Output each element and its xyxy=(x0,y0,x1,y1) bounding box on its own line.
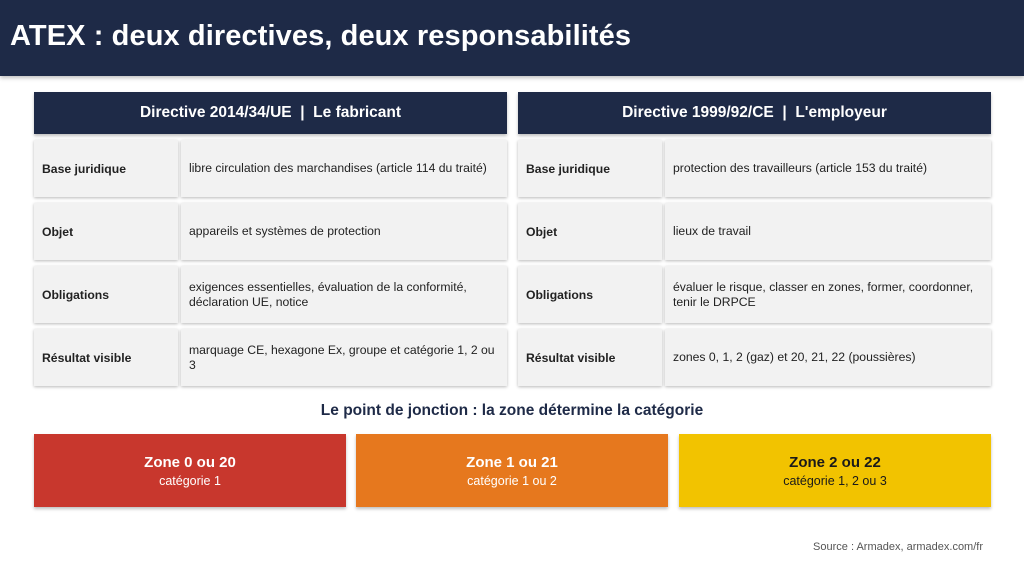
row-value: protection des travailleurs (article 153 du traité) xyxy=(665,140,991,197)
row-label: Résultat visible xyxy=(518,329,662,386)
zone-title: Zone 0 ou 20 xyxy=(144,453,236,471)
row-value: évaluer le risque, classer en zones, former, coordonner, tenir le DRPCE xyxy=(665,266,991,323)
zone-card-0-20 xyxy=(34,434,346,507)
zone-category: catégorie 1 ou 2 xyxy=(467,473,557,488)
row-value: libre circulation des marchandises (article 114 du traité) xyxy=(181,140,507,197)
row-label: Objet xyxy=(34,203,178,260)
row-label: Obligations xyxy=(518,266,662,323)
junction-heading: Le point de jonction : la zone détermine la catégorie xyxy=(320,402,704,419)
source-credit: Source : Armadex, armadex.com/fr xyxy=(813,541,983,553)
zone-title: Zone 2 ou 22 xyxy=(789,453,881,471)
directive-card-employer xyxy=(518,92,991,134)
row-value: lieux de travail xyxy=(665,203,991,260)
table-row xyxy=(34,203,507,260)
table-row xyxy=(518,266,991,323)
row-value: zones 0, 1, 2 (gaz) et 20, 21, 22 (poussières) xyxy=(665,329,991,386)
row-label: Obligations xyxy=(34,266,178,323)
header-banner xyxy=(0,0,1024,76)
zone-title: Zone 1 ou 21 xyxy=(466,453,558,471)
row-value: appareils et systèmes de protection xyxy=(181,203,507,260)
page-title: ATEX : deux directives, deux responsabilités xyxy=(10,20,632,52)
directive-card-manufacturer xyxy=(34,92,507,134)
table-row xyxy=(34,266,507,323)
table-row xyxy=(518,329,991,386)
directive-header: Directive 1999/92/CE | L'employeur xyxy=(518,92,991,134)
row-label: Base juridique xyxy=(518,140,662,197)
table-row xyxy=(34,140,507,197)
row-label: Base juridique xyxy=(34,140,178,197)
row-value: marquage CE, hexagone Ex, groupe et catégorie 1, 2 ou 3 xyxy=(181,329,507,386)
zone-card-2-22 xyxy=(679,434,991,507)
directive-header: Directive 2014/34/UE | Le fabricant xyxy=(34,92,507,134)
table-row xyxy=(34,329,507,386)
table-row xyxy=(518,140,991,197)
row-label: Objet xyxy=(518,203,662,260)
zone-category: catégorie 1 xyxy=(159,473,221,488)
zone-card-1-21 xyxy=(356,434,668,507)
zone-category: catégorie 1, 2 ou 3 xyxy=(783,473,887,488)
row-label: Résultat visible xyxy=(34,329,178,386)
table-row xyxy=(518,203,991,260)
row-value: exigences essentielles, évaluation de la conformité, déclaration UE, notice xyxy=(181,266,507,323)
